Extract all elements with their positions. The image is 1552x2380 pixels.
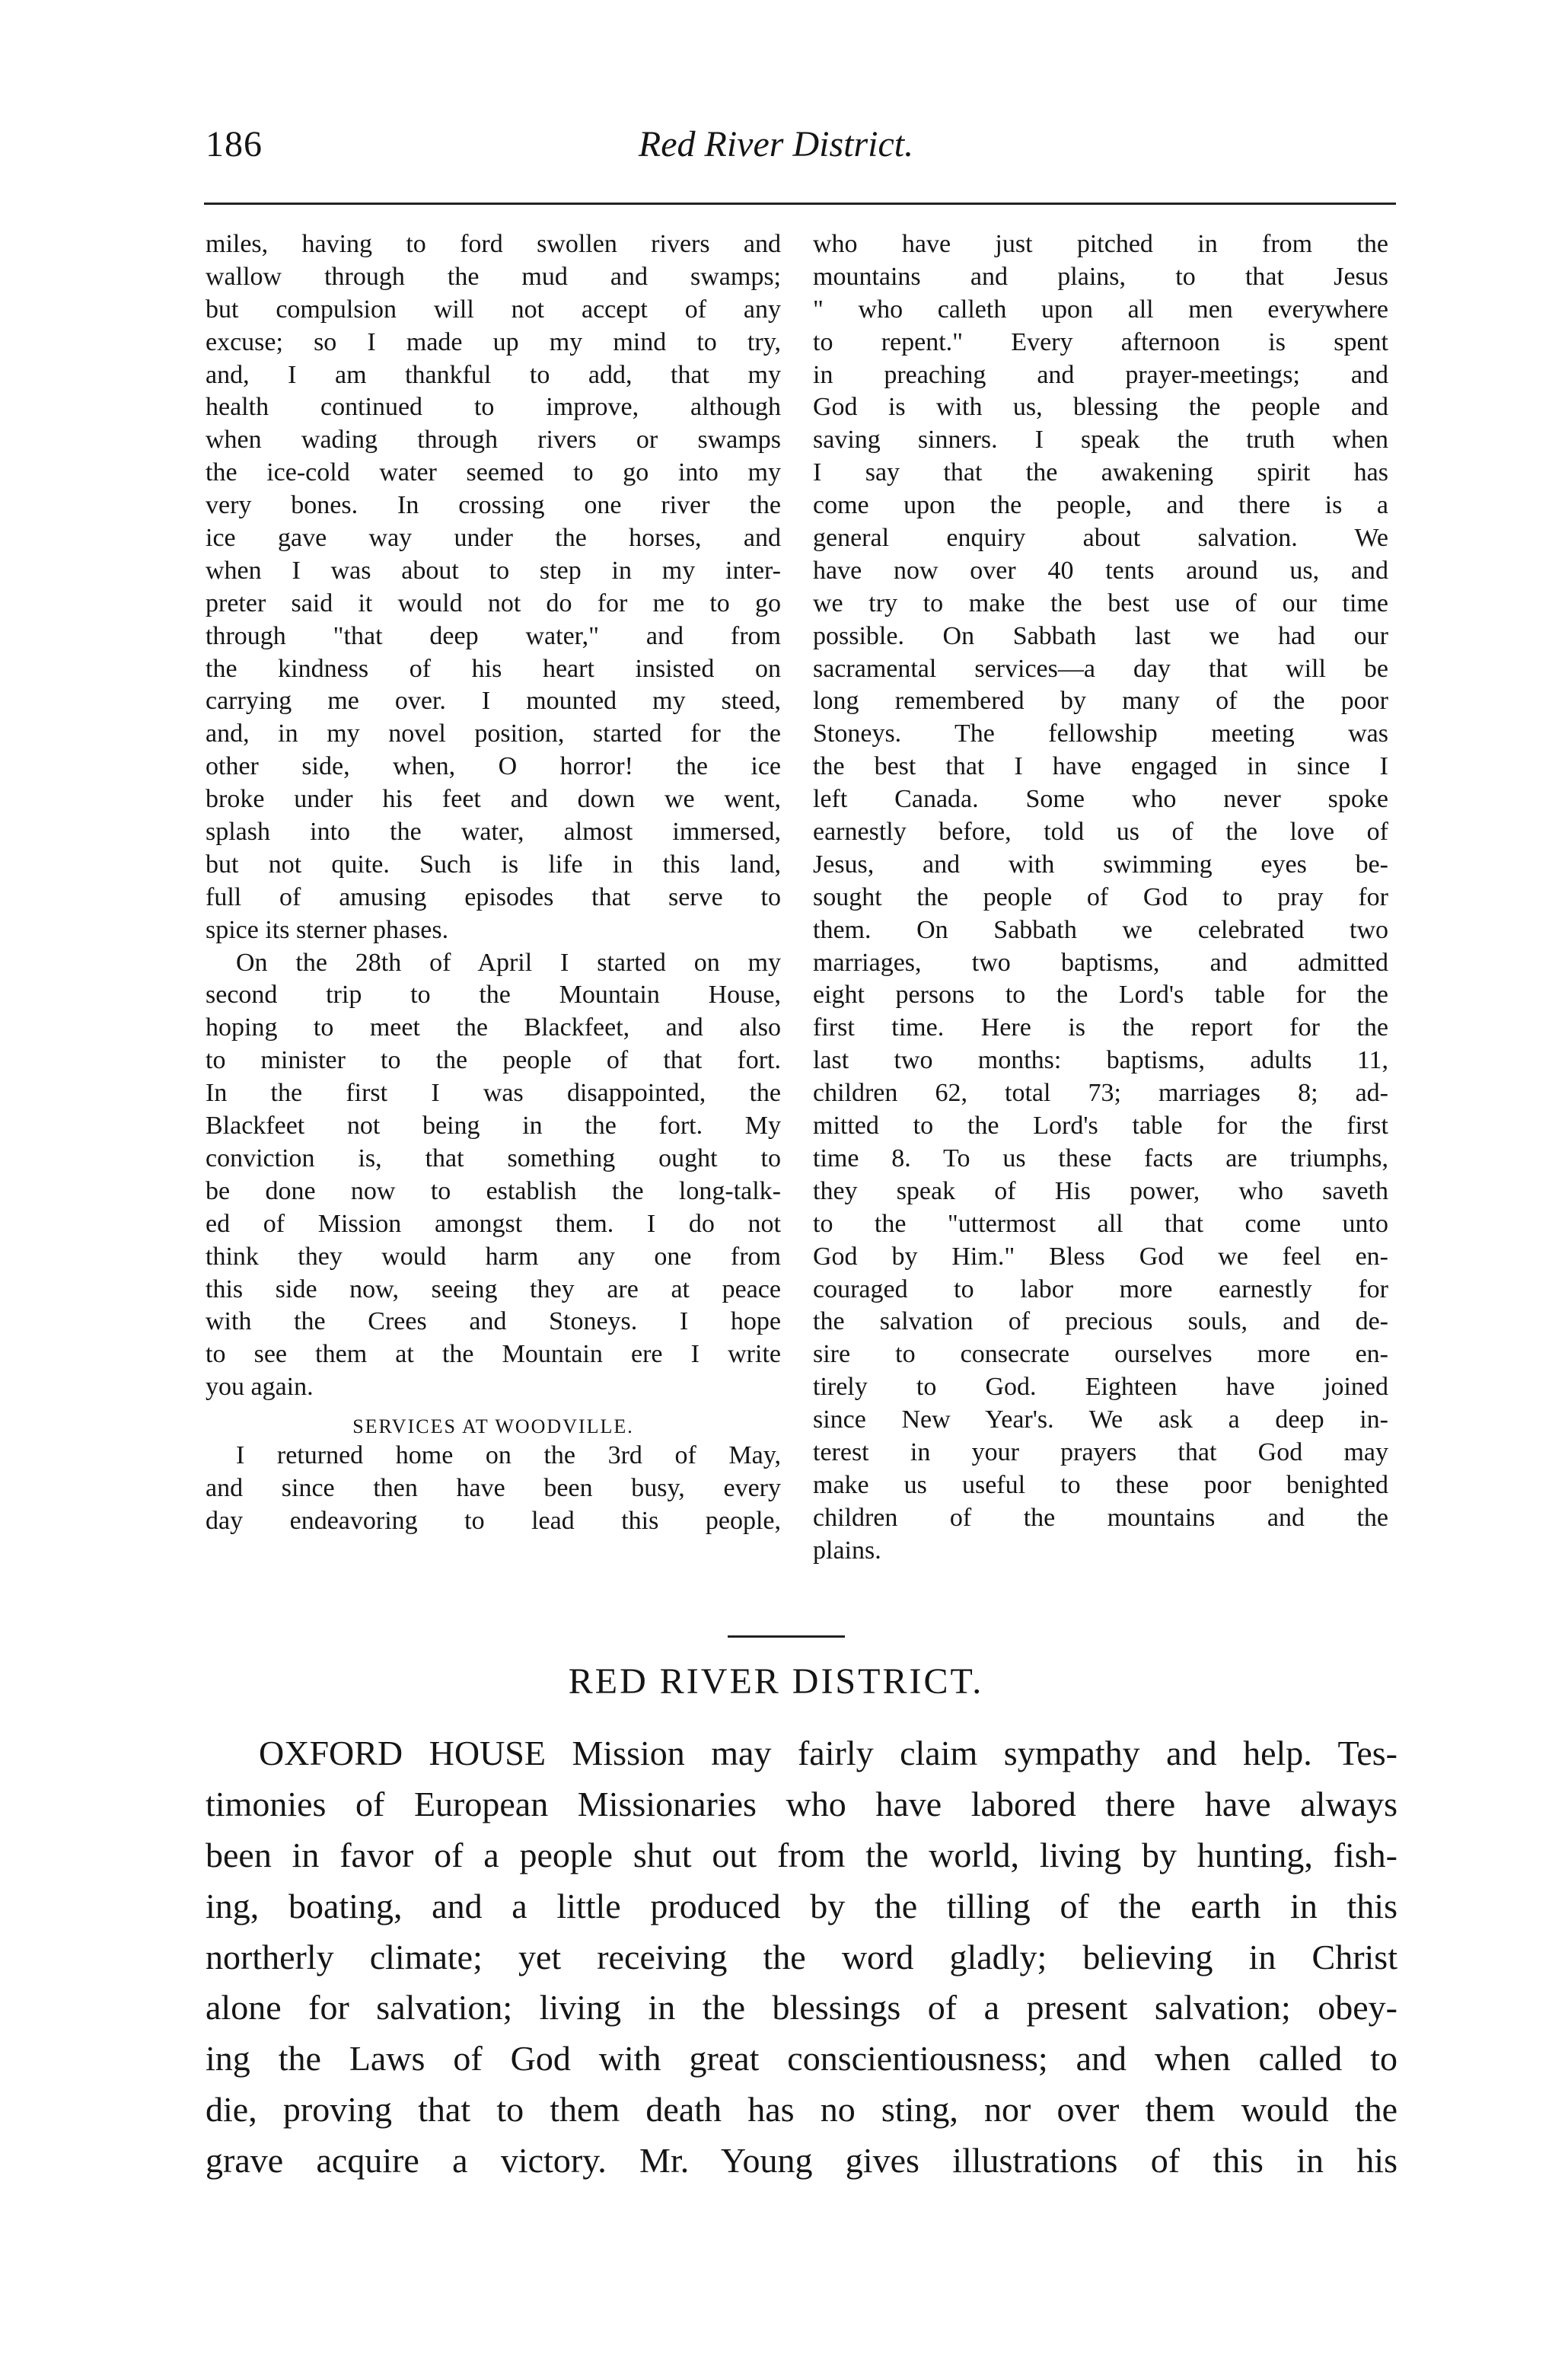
text-line: through "that deep water," and from — [206, 621, 781, 650]
text-line: but not quite. Such is life in this land, — [206, 850, 781, 879]
text-line: spice its sterner phases. — [206, 915, 449, 944]
text-line: miles, having to ford swollen rivers and — [206, 230, 781, 258]
text-line: wallow through the mud and swamps; — [206, 262, 781, 291]
text-line: excuse; so I made up my mind to try, — [206, 327, 781, 356]
text-line: sought the people of God to pray for — [813, 882, 1388, 911]
text-line: die, proving that to them death has no sting, nor over them would the — [206, 2090, 1397, 2130]
text-line: second trip to the Mountain House, — [206, 981, 781, 1010]
text-line: tirely to God. Eighteen have joined — [813, 1373, 1388, 1402]
right-column — [813, 228, 1388, 1568]
text-line: been in favor of a people shut out from the world, living by hunting, fish- — [206, 1835, 1397, 1874]
text-line: they speak of His power, who saveth — [813, 1176, 1388, 1205]
text-line: ing the Laws of God with great conscientiousness; and when called to — [206, 2039, 1397, 2079]
text-line: last two months: baptisms, adults 11, — [813, 1046, 1388, 1075]
page-number: 186 — [206, 124, 263, 164]
text-line: general enquiry about salvation. We — [813, 524, 1388, 553]
text-line: eight persons to the Lord's table for the — [813, 981, 1388, 1010]
text-line: them. On Sabbath we celebrated two — [813, 915, 1388, 944]
text-line: timonies of European Missionaries who have labored there have always — [206, 1784, 1397, 1823]
text-line: we try to make the best use of our time — [813, 589, 1388, 617]
text-line: since New Year's. We ask a deep in- — [813, 1405, 1388, 1434]
text-line: hoping to meet the Blackfeet, and also — [206, 1013, 781, 1042]
text-line: have now over 40 tents around us, and — [813, 556, 1388, 585]
text-line: you again. — [206, 1373, 314, 1402]
text-line: Blackfeet not being in the fort. My — [206, 1112, 781, 1141]
text-line: carrying me over. I mounted my steed, — [206, 687, 781, 716]
text-line: come upon the people, and there is a — [813, 491, 1388, 520]
text-line: other side, when, O horror! the ice — [206, 752, 781, 781]
text-line: the salvation of precious souls, and de- — [813, 1307, 1388, 1336]
text-line: marriages, two baptisms, and admitted — [813, 948, 1388, 977]
text-line: ed of Mission amongst them. I do not — [206, 1209, 781, 1238]
text-line: preter said it would not do for me to go — [206, 589, 781, 617]
text-line: be done now to establish the long-talk- — [206, 1176, 781, 1205]
text-line: with the Crees and Stoneys. I hope — [206, 1307, 781, 1336]
text-line: OXFORD HOUSE Mission may fairly claim sympathy and help. Tes- — [259, 1734, 1397, 1772]
left-column — [206, 228, 781, 1538]
text-line: full of amusing episodes that serve to — [206, 882, 781, 911]
text-line: splash into the water, almost immersed, — [206, 818, 781, 847]
text-line: I say that the awakening spirit has — [813, 458, 1388, 487]
text-line: when I was about to step in my inter- — [206, 556, 781, 585]
text-line: time 8. To us these facts are triumphs, — [813, 1144, 1388, 1172]
text-line: ing, boating, and a little produced by the tilling of the earth in this — [206, 1886, 1397, 1925]
text-line: the ice-cold water seemed to go into my — [206, 458, 781, 487]
text-line: long remembered by many of the poor — [813, 687, 1388, 716]
text-line: possible. On Sabbath last we had our — [813, 621, 1388, 650]
text-line: northerly climate; yet receiving the word gladly; believing in Christ — [206, 1937, 1397, 1976]
text-line: grave acquire a victory. Mr. Young gives illustrations of this in his — [206, 2141, 1397, 2181]
text-line: day endeavoring to lead this people, — [206, 1506, 781, 1535]
text-line: broke under his feet and down we went, — [206, 785, 781, 814]
text-line: very bones. In crossing one river the — [206, 491, 781, 520]
text-line: and, I am thankful to add, that my — [206, 360, 781, 389]
text-line: make us useful to these poor benighted — [813, 1470, 1388, 1499]
text-line: couraged to labor more earnestly for — [813, 1275, 1388, 1303]
text-line: On the 28th of April I started on my — [236, 948, 781, 977]
text-line: ice gave way under the horses, and — [206, 524, 781, 553]
text-line: first time. Here is the report for the — [813, 1013, 1388, 1042]
text-line: to repent." Every afternoon is spent — [813, 327, 1388, 356]
text-line: and, in my novel position, started for the — [206, 719, 781, 748]
text-line: sacramental services—a day that will be — [813, 654, 1388, 683]
text-line: saving sinners. I speak the truth when — [813, 426, 1388, 455]
text-line: terest in your prayers that God may — [813, 1437, 1388, 1466]
text-line: in preaching and prayer-meetings; and — [813, 360, 1388, 389]
text-line: In the first I was disappointed, the — [206, 1079, 781, 1108]
text-line: earnestly before, told us of the love of — [813, 818, 1388, 847]
text-line: sire to consecrate ourselves more en- — [813, 1340, 1388, 1369]
text-line: children 62, total 73; marriages 8; ad- — [813, 1079, 1388, 1108]
text-line: children of the mountains and the — [813, 1503, 1388, 1532]
subheading: SERVICES AT WOODVILLE. — [352, 1415, 634, 1438]
text-line: Jesus, and with swimming eyes be- — [813, 850, 1388, 879]
text-line: God is with us, blessing the people and — [813, 393, 1388, 422]
text-line: alone for salvation; living in the blessings of a present salvation; obey- — [206, 1988, 1397, 2027]
text-line: this side now, seeing they are at peace — [206, 1275, 781, 1303]
text-line: God by Him." Bless God we feel en- — [813, 1242, 1388, 1271]
text-line: conviction is, that something ought to — [206, 1144, 781, 1172]
text-line: to the "uttermost all that come unto — [813, 1209, 1388, 1238]
section-body — [206, 1728, 1397, 2187]
text-line: when wading through rivers or swamps — [206, 426, 781, 455]
text-line: to minister to the people of that fort. — [206, 1046, 781, 1075]
text-line: mountains and plains, to that Jesus — [813, 262, 1388, 291]
text-line: Stoneys. The fellowship meeting was — [813, 719, 1388, 748]
text-line: who have just pitched in from the — [813, 230, 1388, 258]
header-rule — [204, 203, 1396, 205]
text-line: left Canada. Some who never spoke — [813, 785, 1388, 814]
text-line: the best that I have engaged in since I — [813, 752, 1388, 781]
running-head: Red River District. — [638, 124, 914, 164]
text-line: I returned home on the 3rd of May, — [236, 1440, 781, 1469]
text-line: and since then have been busy, every — [206, 1473, 781, 1502]
section-divider — [728, 1635, 845, 1638]
text-line: think they would harm any one from — [206, 1242, 781, 1271]
text-line: plains. — [813, 1536, 881, 1565]
text-line: " who calleth upon all men everywhere — [813, 295, 1388, 324]
text-line: the kindness of his heart insisted on — [206, 654, 781, 683]
text-line: but compulsion will not accept of any — [206, 295, 781, 324]
section-title: RED RIVER DISTRICT. — [568, 1661, 984, 1702]
text-line: to see them at the Mountain ere I write — [206, 1340, 781, 1369]
text-line: mitted to the Lord's table for the first — [813, 1112, 1388, 1141]
text-line: health continued to improve, although — [206, 393, 781, 422]
